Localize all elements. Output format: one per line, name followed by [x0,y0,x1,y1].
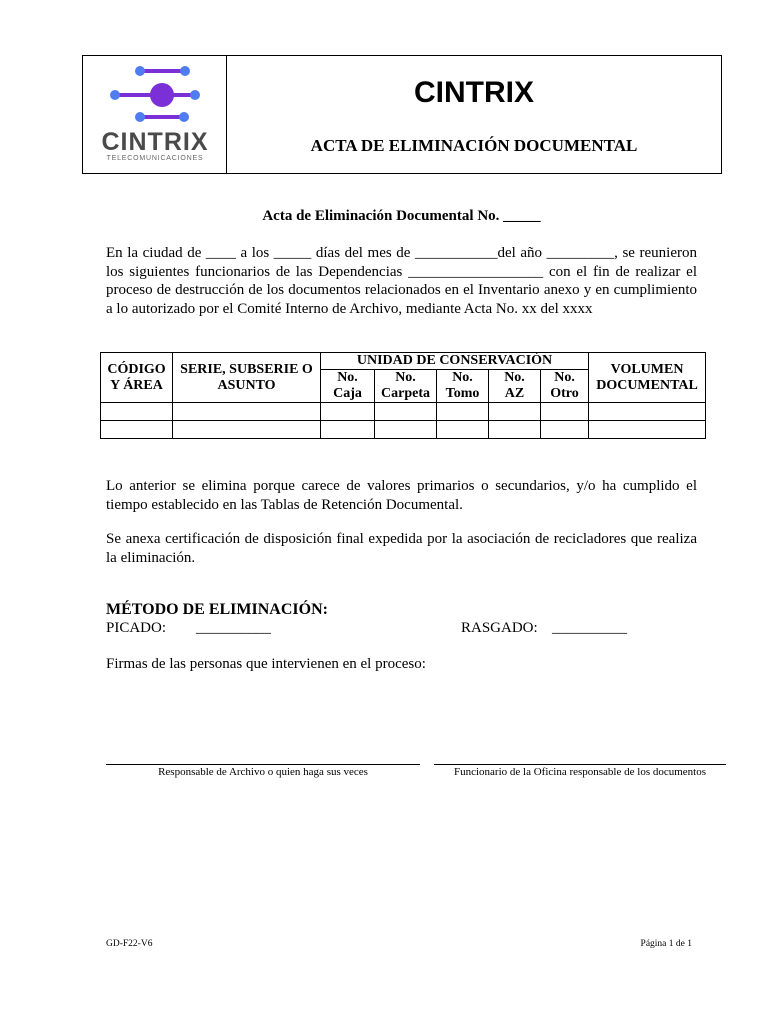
header-text: Caja [333,386,362,401]
logo-cell [83,56,227,173]
picado-label: PICADO: [106,620,167,636]
paragraph-line: la eliminación. [106,549,196,566]
header-text: No. [395,370,416,385]
header-text: VOLUMEN [610,361,684,377]
table-cell[interactable] [101,421,173,439]
table-cell[interactable] [489,421,541,439]
table-cell[interactable] [541,421,589,439]
header-text: Otro [550,386,579,401]
table-cell[interactable] [101,403,173,421]
header-caja [321,370,375,403]
header-text: SERIE, SUBSERIE O [180,361,313,377]
method-heading: MÉTODO DE ELIMINACIÓN: [106,601,328,618]
table-cell[interactable] [589,403,706,421]
header-otro [541,370,589,403]
table-cell[interactable] [375,421,437,439]
header-carpeta [375,370,437,403]
signatures-intro: Firmas de las personas que intervienen en el proceso: [106,656,426,672]
table-cell[interactable] [173,421,321,439]
table-cell[interactable] [321,403,375,421]
table-cell[interactable] [375,403,437,421]
header-text: Tomo [445,386,480,401]
annex-paragraph [106,530,697,567]
header-text: Y ÁREA [110,377,163,393]
table-cell[interactable] [321,421,375,439]
company-name: CINTRIX [414,76,534,109]
header-text: No. [554,370,575,385]
rasgado-blank[interactable]: __________ [552,620,627,636]
signature-caption-right: Funcionario de la Oficina responsable de los documentos [453,766,707,778]
footer-form-code: GD-F22-V6 [106,939,153,949]
paragraph-line: los siguientes funcionarios de las Dependencias __________________ con el fin de realizar el [106,263,697,280]
header-az [489,370,541,403]
header-volumen-documental [589,353,706,403]
table-cell[interactable] [437,421,489,439]
reason-paragraph [106,477,697,514]
header-text: No. [337,370,358,385]
signature-line-right[interactable] [434,764,726,765]
paragraph-line: a lo autorizado por el Comité Interno de Archivo, mediante Acta No. xx del xxxx [106,300,593,317]
header-text: CÓDIGO [107,361,166,377]
paragraph-line: proceso de destrucción de los documentos relacionados en el Inventario anexo y en cumplimiento [106,282,697,298]
paragraph-line: Se anexa certificación de disposición final expedida por la asociación de recicladores que realiza [106,531,697,547]
header-text: DOCUMENTAL [596,377,698,393]
document-header [82,55,722,174]
paragraph-line: Lo anterior se elimina porque carece de valores primarios o secundarios, y/o ha cumplido el [106,478,697,494]
rasgado-label: RASGADO: [461,620,538,636]
document-title: ACTA DE ELIMINACIÓN DOCUMENTAL [310,136,638,155]
table-row [101,421,706,439]
table-row [101,403,706,421]
header-text: Carpeta [381,386,430,401]
table-cell[interactable] [541,403,589,421]
header-tomo [437,370,489,403]
table-cell[interactable] [437,403,489,421]
header-text: No. [452,370,473,385]
picado-blank[interactable]: __________ [196,620,271,636]
header-unidad-conservacion: UNIDAD DE CONSERVACIÓN [321,353,589,370]
logo-tagline: TELECOMUNICACIONES [106,155,204,162]
table-cell[interactable] [589,421,706,439]
header-text: No. [504,370,525,385]
acta-heading: Acta de Eliminación Documental No. _____ [262,208,541,224]
logo-wordmark: CINTRIX [101,128,209,156]
header-serie-asunto [173,353,321,403]
header-text: AZ [504,386,525,401]
intro-paragraph [106,244,697,318]
footer-page-number: Página 1 de 1 [640,939,692,949]
header-codigo-area [101,353,173,403]
table-cell[interactable] [173,403,321,421]
paragraph-line: En la ciudad de ____ a los _____ días del mes de ___________del año _________, se reunieron [106,245,697,261]
inventory-table [100,352,706,439]
paragraph-line: tiempo establecido en las Tablas de Retención Documental. [106,496,463,513]
signature-line-left[interactable] [106,764,420,765]
cintrix-logo-icon [83,56,227,128]
signature-caption-left: Responsable de Archivo o quien haga sus veces [158,766,368,778]
table-cell[interactable] [489,403,541,421]
header-text: ASUNTO [217,377,276,393]
